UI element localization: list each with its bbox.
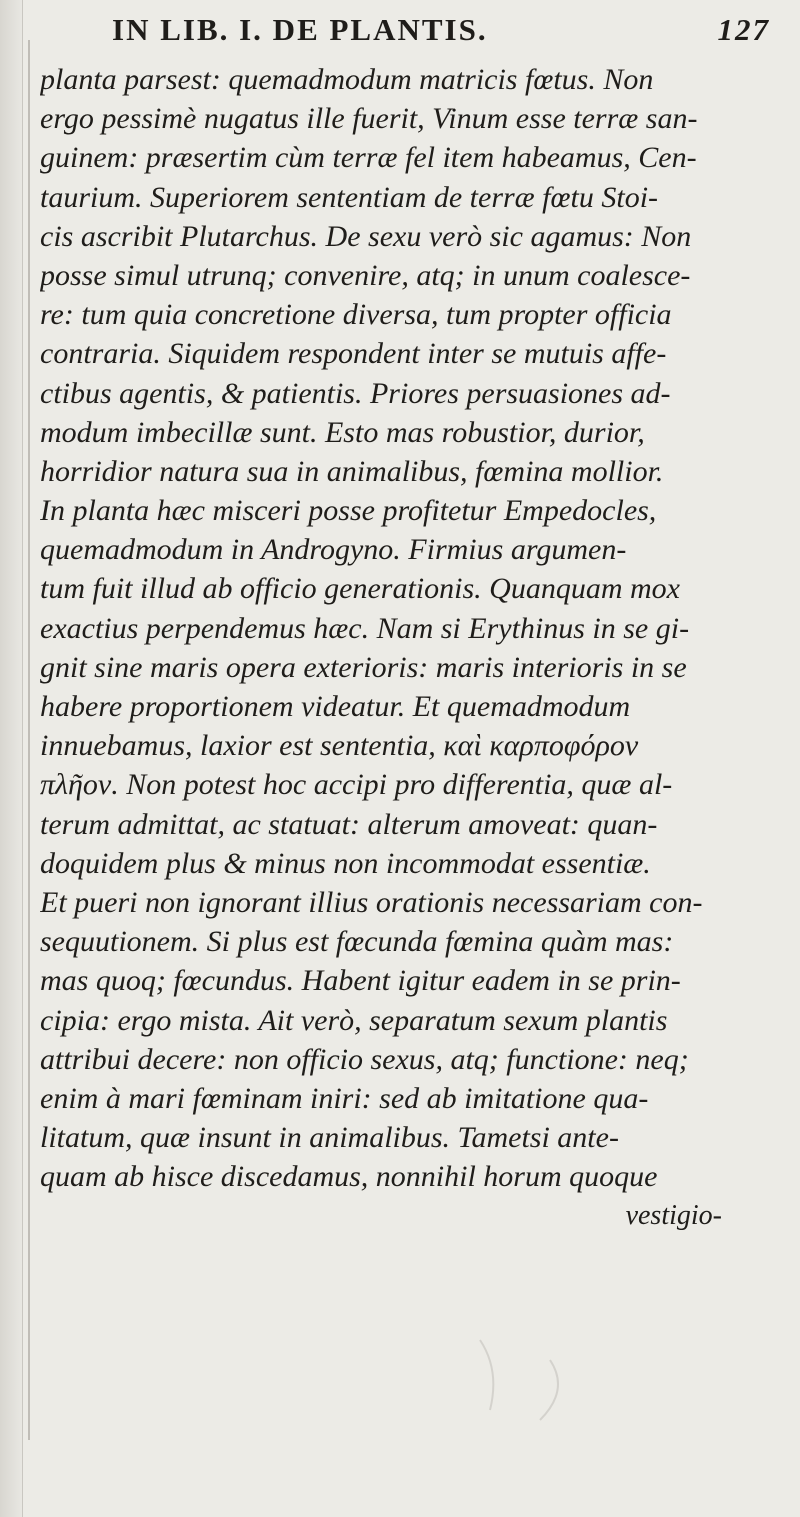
- text-line: In planta hæc misceri posse profitetur Empedocles,: [40, 494, 657, 528]
- text-line: posse simul utrunq; convenire, atq; in unum coalesce-: [40, 258, 691, 292]
- catchword: vestigio-: [625, 1200, 722, 1232]
- text-line: doquidem plus & minus non incommodat essentiæ.: [40, 846, 651, 880]
- page-header: [112, 0, 792, 54]
- binding-gutter: [0, 0, 23, 1517]
- text-line: re: tum quia concretione diversa, tum propter officia: [40, 298, 672, 332]
- running-title: IN LIB. I. DE PLANTIS.: [112, 12, 488, 47]
- text-line: attribui decere: non officio sexus, atq; functione: neq;: [40, 1042, 689, 1076]
- text-line: taurium. Superiorem sententiam de terræ fœtu Stoi-: [40, 180, 659, 214]
- text-line: habere proportionem videatur. Et quemadmodum: [40, 690, 631, 723]
- text-line: mas quoq; fœcundus. Habent igitur eadem in se prin-: [40, 964, 681, 998]
- text-line: πλῆον. Non potest hoc accipi pro differentia, quæ al-: [40, 768, 673, 802]
- text-line: sequutionem. Si plus est fœcunda fœmina quàm mas:: [40, 925, 674, 959]
- text-line: contraria. Siquidem respondent inter se mutuis affe-: [40, 337, 667, 371]
- text-line: innuebamus, laxior est sententia, καὶ καρποφόρον: [40, 729, 639, 763]
- text-line: guinem: præsertim cùm terræ fel item habeamus, Cen-: [40, 141, 697, 175]
- text-line: planta parsest: quemadmodum matricis fœtus. Non: [40, 63, 654, 96]
- text-line: ergo pessimè nugatus ille fuerit, Vinum esse terræ san-: [40, 102, 698, 136]
- text-line: exactius perpendemus hæc. Nam si Erythinus in se gi-: [40, 611, 690, 645]
- text-line: enim à mari fœminam iniri: sed ab imitatione qua-: [40, 1081, 649, 1115]
- page-number: 127: [717, 12, 770, 47]
- text-line: litatum, quæ insunt in animalibus. Tametsi ante-: [40, 1121, 619, 1155]
- text-line: quemadmodum in Androgyno. Firmius argumen-: [40, 533, 627, 567]
- text-line: quam ab hisce discedamus, nonnihil horum quoque: [40, 1160, 658, 1194]
- text-line: horridior natura sua in animalibus, fœmina mollior.: [40, 454, 664, 488]
- text-line: terum admittat, ac statuat: alterum amoveat: quan-: [40, 807, 658, 841]
- margin-rule: [28, 40, 30, 1440]
- text-line: gnit sine maris opera exterioris: maris interioris in se: [40, 650, 687, 684]
- text-line: ctibus agentis, & patientis. Priores persuasiones ad-: [40, 376, 671, 410]
- text-line: cis ascribit Plutarchus. De sexu verò sic agamus: Non: [40, 219, 692, 253]
- text-line: tum fuit illud ab officio generationis. Quanquam mox: [40, 572, 680, 606]
- body-text: [40, 60, 792, 1236]
- text-line: modum imbecillæ sunt. Esto mas robustior, durior,: [40, 415, 645, 449]
- text-line: cipia: ergo mista. Ait verò, separatum sexum plantis: [40, 1003, 668, 1037]
- bleed-through-mark: [470, 1330, 590, 1430]
- text-line: Et pueri non ignorant illius orationis necessariam con-: [40, 885, 703, 919]
